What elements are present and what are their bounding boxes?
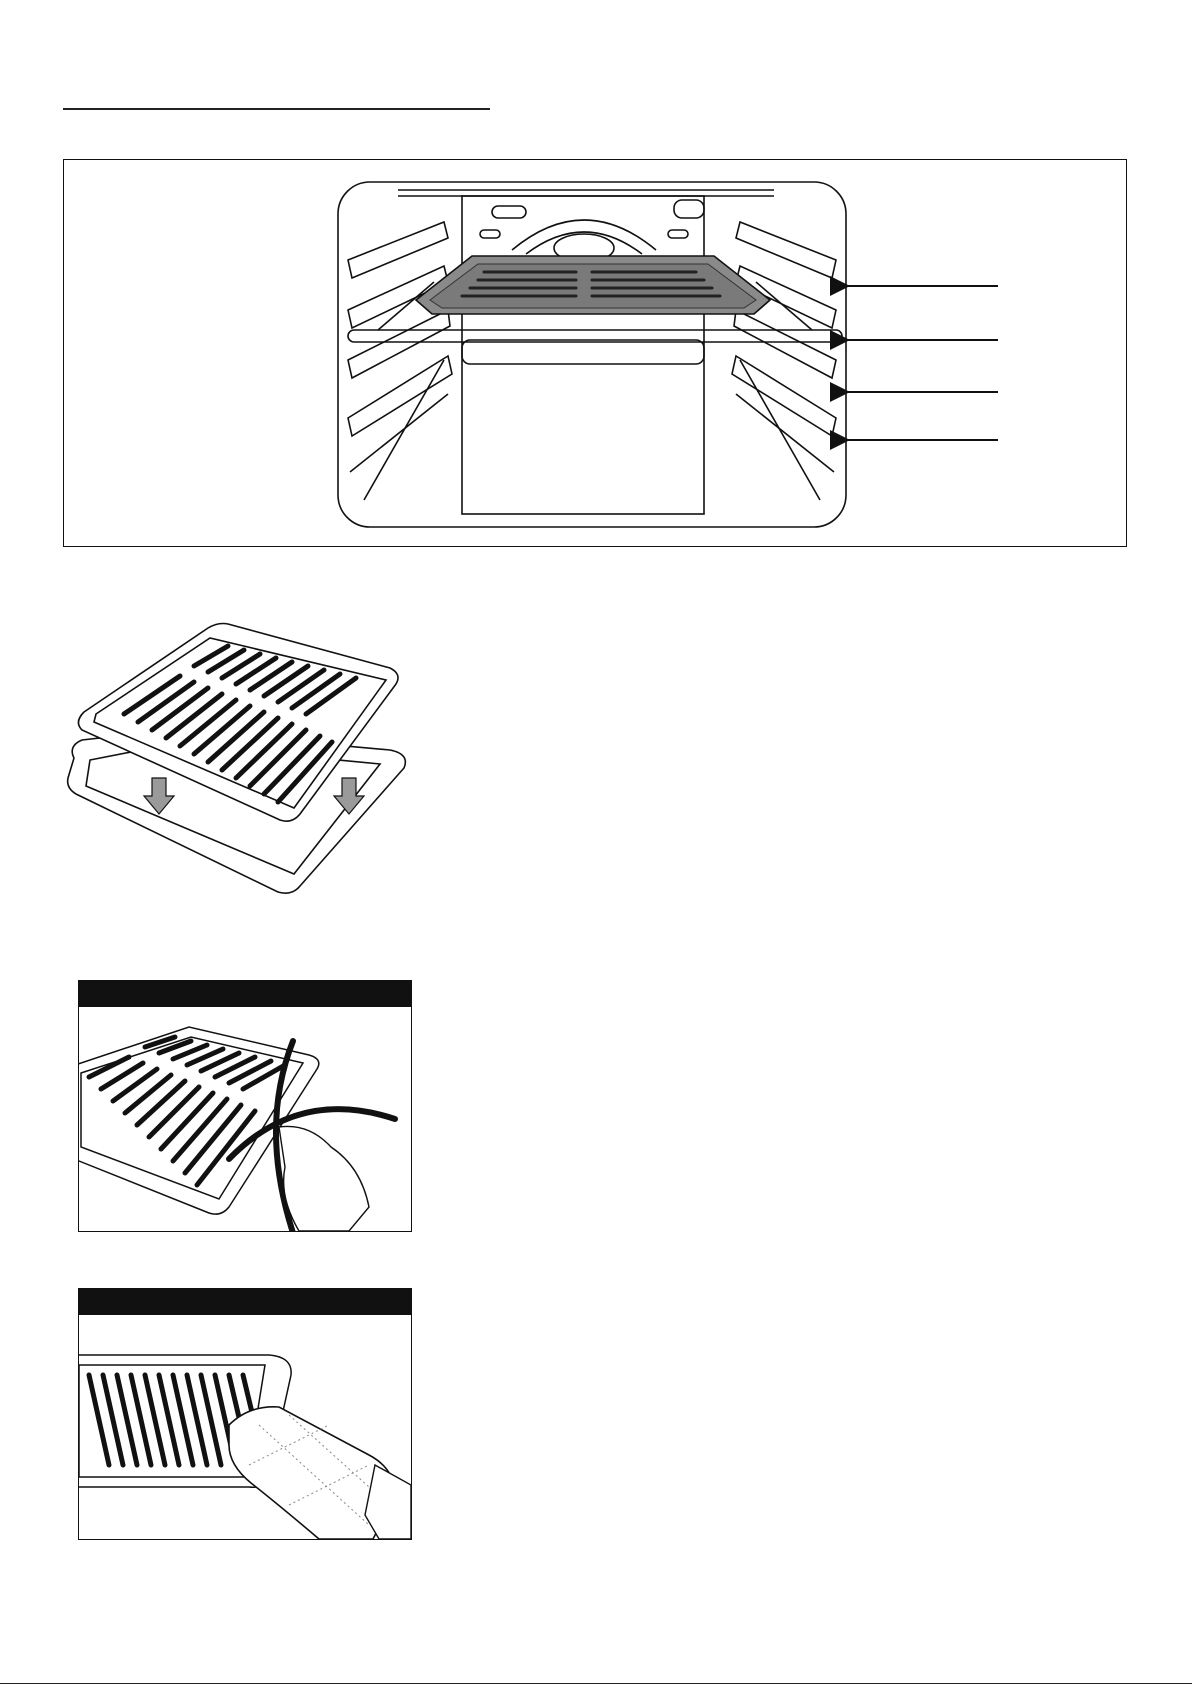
panel-header — [79, 1289, 411, 1315]
warning-panel-foil — [78, 980, 412, 1232]
rack-position-callouts — [0, 0, 1192, 560]
footer-rule — [0, 1683, 1192, 1684]
oven-mitt-illustration — [79, 1315, 411, 1539]
hand-illustration — [279, 1126, 369, 1231]
foil-covered-grid-illustration — [79, 1007, 411, 1231]
panel-header — [79, 981, 411, 1007]
broil-pan-assembly-illustration — [60, 618, 420, 898]
tip-panel-oven-mitt — [78, 1288, 412, 1540]
